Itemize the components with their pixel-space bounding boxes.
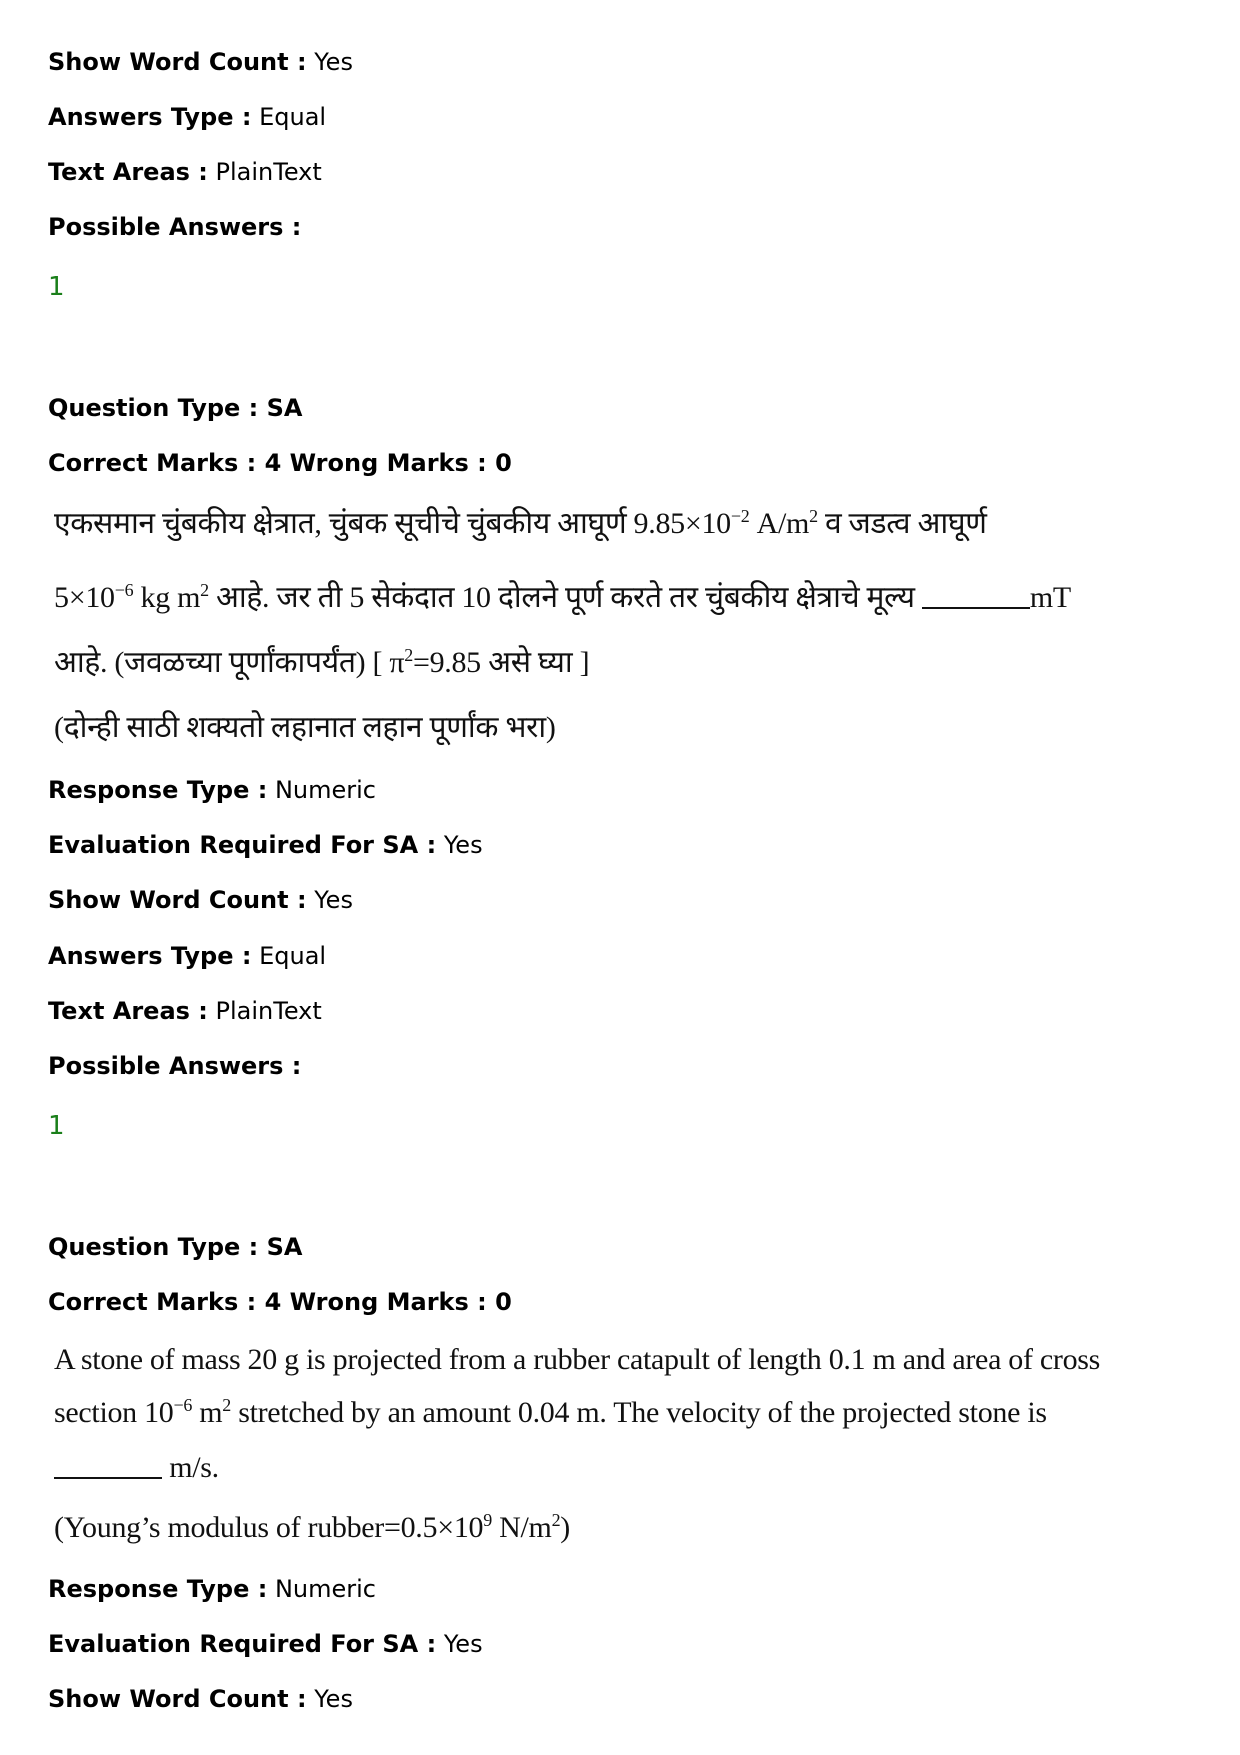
text-areas-row <box>48 157 322 187</box>
possible-answer-value: 1 <box>48 272 65 302</box>
question-text-line: (दोन्ही साठी शक्यतो लहानात लहान पूर्णांक भरा) <box>54 711 556 744</box>
question-text-line: section $10^{-6}$ $m^2$ stretched by an amount 0.04 m. The velocity of the projected stone is <box>54 1395 1047 1429</box>
field-value: PlainText <box>215 158 322 186</box>
field-label: Answers Type : <box>48 103 252 131</box>
question-marks: Correct Marks : 4 Wrong Marks : 0 <box>48 1288 512 1316</box>
possible-answers-row: Possible Answers : <box>48 1052 302 1080</box>
question-text-line: A stone of mass 20 g is projected from a rubber catapult of length 0.1 m and area of cross <box>54 1343 1101 1376</box>
field-label: Possible Answers : <box>48 213 302 241</box>
possible-answers-row <box>48 212 301 242</box>
field-value: Equal <box>259 103 327 131</box>
question-marks: Correct Marks : 4 Wrong Marks : 0 <box>48 449 512 477</box>
show-word-count-row: Show Word Count : Yes <box>48 1685 353 1713</box>
field-label: Show Word Count : <box>48 48 307 76</box>
question-text-line: आहे. (जवळच्या पूर्णांकापर्यंत) [ $\pi^2=9.85$ असे घ्या ] <box>54 645 590 679</box>
response-type-row: Response Type : Numeric <box>48 776 376 804</box>
question-text-line: $5\times 10^{-6}$ kg $m^2$ आहे. जर ती 5 सेकंदात 10 दोलने पूर्ण करते तर चुंबकीय क्षेत्राचे मूल्य mT <box>54 580 1071 614</box>
show-word-count-row <box>48 47 353 77</box>
answers-type-row: Answers Type : Equal <box>48 942 327 970</box>
response-type-row: Response Type : Numeric <box>48 1575 376 1603</box>
text-areas-row: Text Areas : PlainText <box>48 997 322 1025</box>
answer-blank <box>54 1451 162 1479</box>
possible-answer-value: 1 <box>48 1111 65 1141</box>
evaluation-required-row: Evaluation Required For SA : Yes <box>48 831 483 859</box>
show-word-count-row: Show Word Count : Yes <box>48 886 353 914</box>
question-type: Question Type : SA <box>48 394 303 422</box>
field-value: Yes <box>314 48 353 76</box>
answers-type-row <box>48 102 326 132</box>
answer-blank <box>922 581 1030 609</box>
question-text-line: m/s. <box>54 1450 219 1486</box>
field-label: Text Areas : <box>48 158 208 186</box>
question-text-line: (Young’s modulus of $rubber=0.5\times 10^9$ $N/m^2$) <box>54 1510 570 1544</box>
question-text-line: एकसमान चुंबकीय क्षेत्रात, चुंबक सूचीचे चुंबकीय आघूर्ण $9.85\times 10^{-2}$ $A/m^2$ व जडत्व आघूर्ण <box>54 506 987 540</box>
question-type: Question Type : SA <box>48 1233 303 1261</box>
evaluation-required-row: Evaluation Required For SA : Yes <box>48 1630 483 1658</box>
